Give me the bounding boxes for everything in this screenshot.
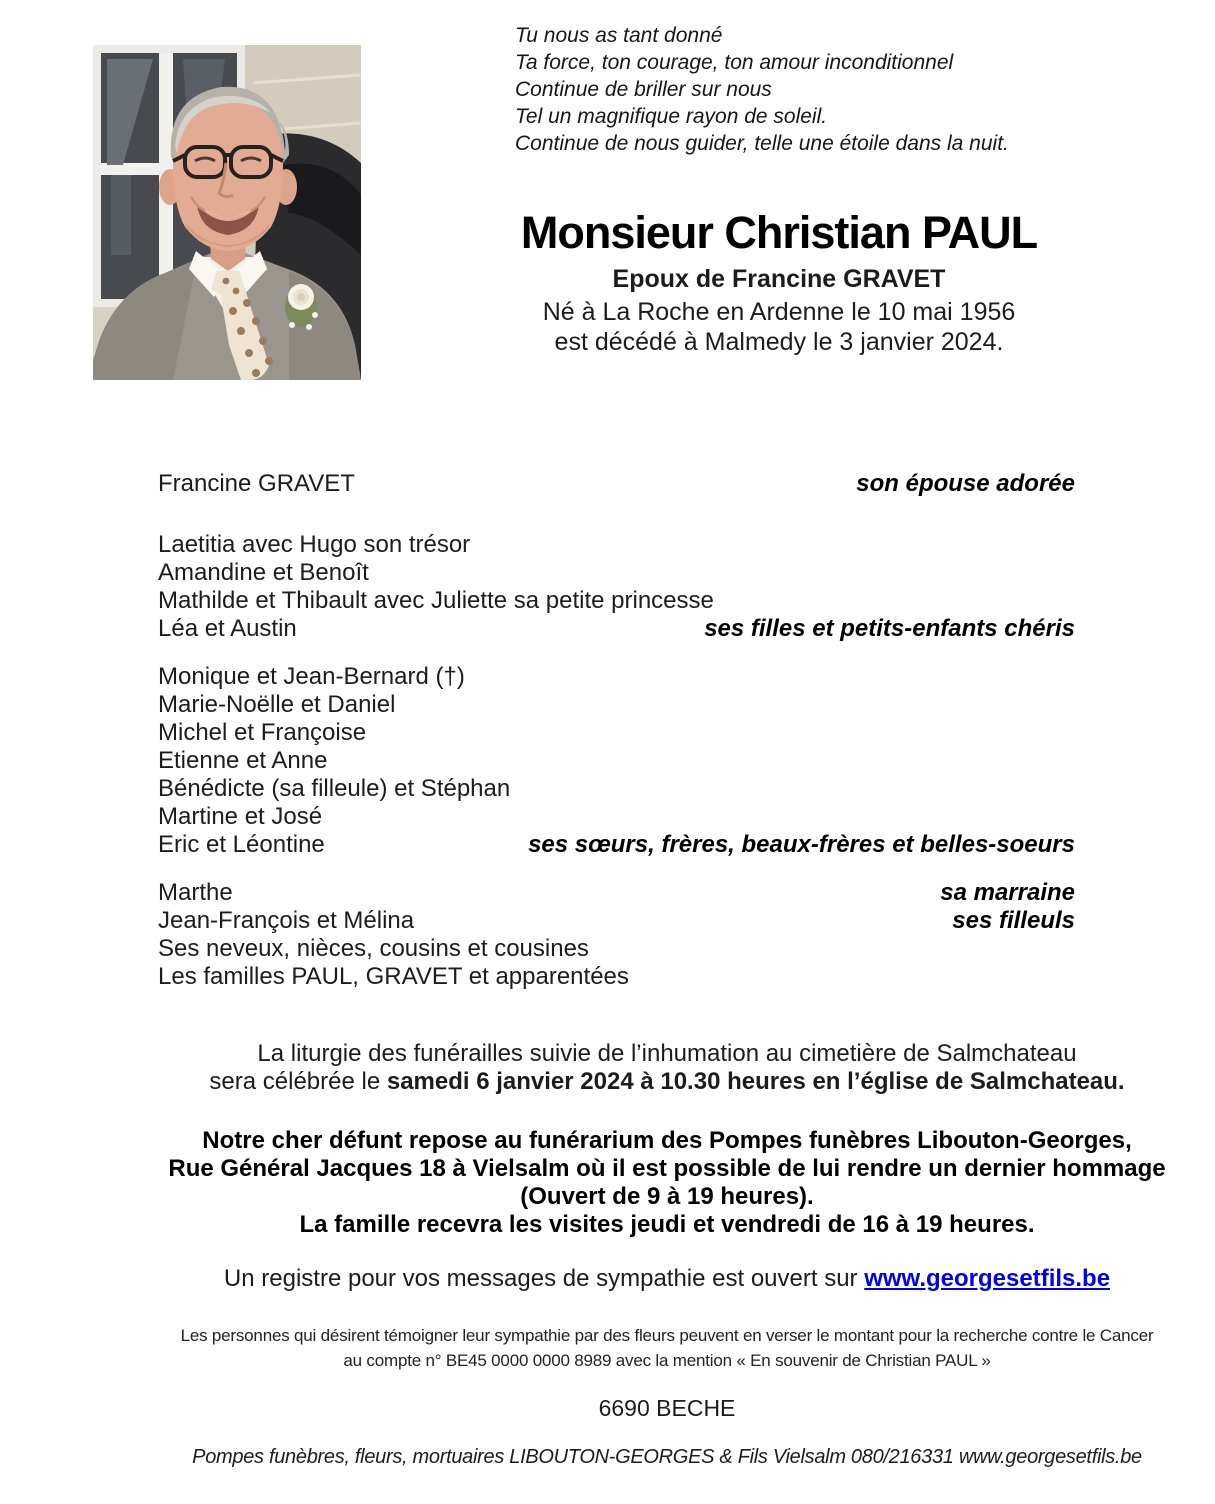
condolence-register-line bbox=[158, 1265, 1176, 1293]
poem-line: Continue de nous guider, telle une étoile dans la nuit. bbox=[515, 132, 1009, 155]
family-group-children bbox=[158, 531, 1075, 643]
notice-line: (Ouvert de 9 à 19 heures). bbox=[520, 1183, 814, 1210]
poem-line: Tu nous as tant donné bbox=[515, 24, 723, 47]
family-relation-label: sa marraine bbox=[940, 879, 1075, 906]
header-section bbox=[0, 0, 1215, 470]
family-member-name: Jean-François et Mélina bbox=[158, 907, 415, 934]
donation-line-1: Les personnes qui désirent témoigner leur sympathie par des fleurs peuvent en verser le montant pour la recherche contre le Cancer bbox=[180, 1326, 1154, 1345]
family-list bbox=[158, 470, 1075, 991]
donation-note bbox=[158, 1323, 1176, 1373]
family-row bbox=[158, 775, 1075, 803]
family-member-name: Etienne et Anne bbox=[158, 747, 328, 774]
family-row bbox=[158, 831, 1075, 859]
family-member-name: Bénédicte (sa filleule) et Stéphan bbox=[158, 775, 511, 802]
family-group-siblings bbox=[158, 663, 1075, 859]
family-group-godchildren bbox=[158, 879, 1075, 991]
family-member-name: Mathilde et Thibault avec Juliette sa petite princesse bbox=[158, 587, 714, 614]
notice-line: Notre cher défunt repose au funérarium des Pompes funèbres Libouton-Georges, bbox=[202, 1127, 1132, 1154]
family-member-name: Léa et Austin bbox=[158, 615, 297, 642]
death-line: est décédé à Malmedy le 3 janvier 2024. bbox=[554, 328, 1004, 356]
family-member-name: Ses neveux, nièces, cousins et cousines bbox=[158, 935, 589, 962]
ceremony-announcement bbox=[158, 1040, 1176, 1096]
family-group-spouse bbox=[158, 470, 1075, 498]
family-row bbox=[158, 587, 1075, 615]
ceremony-line-2-normal: sera célébrée le bbox=[209, 1068, 387, 1095]
condolence-website-link[interactable]: www.georgesetfils.be bbox=[864, 1265, 1111, 1292]
family-row bbox=[158, 663, 1075, 691]
family-row bbox=[158, 907, 1075, 935]
memorial-poem bbox=[515, 22, 1009, 157]
location-code: 6690 BECHE bbox=[598, 1395, 736, 1421]
family-row bbox=[158, 935, 1075, 963]
family-relation-label: ses filleuls bbox=[952, 907, 1075, 934]
poem-line: Continue de briller sur nous bbox=[515, 78, 772, 101]
family-relation-label: ses filles et petits-enfants chéris bbox=[704, 615, 1075, 642]
portrait-photo bbox=[93, 45, 361, 380]
family-row bbox=[158, 691, 1075, 719]
family-member-name: Michel et Françoise bbox=[158, 719, 367, 746]
deceased-name-title: Monsieur Christian PAUL bbox=[520, 207, 1038, 258]
family-row bbox=[158, 963, 1075, 991]
family-row bbox=[158, 531, 1075, 559]
family-member-name: Marie-Noëlle et Daniel bbox=[158, 691, 396, 718]
poem-line: Tel un magnifique rayon de soleil. bbox=[515, 105, 828, 128]
ceremony-line-2 bbox=[158, 1068, 1176, 1096]
notice-line: La famille recevra les visites jeudi et vendredi de 16 à 19 heures. bbox=[299, 1211, 1035, 1238]
funeral-home-notice bbox=[158, 1127, 1176, 1239]
family-member-name: Laetitia avec Hugo son trésor bbox=[158, 531, 471, 558]
ceremony-line-2-bold: samedi 6 janvier 2024 à 10.30 heures en l’église de Salmchateau. bbox=[386, 1068, 1125, 1095]
family-member-name: Francine GRAVET bbox=[158, 470, 355, 497]
family-row bbox=[158, 559, 1075, 587]
family-row bbox=[158, 615, 1075, 643]
ceremony-line-1: La liturgie des funérailles suivie de l’inhumation au cimetière de Salmchateau bbox=[257, 1040, 1077, 1067]
family-row bbox=[158, 803, 1075, 831]
family-relation-label: ses sœurs, frères, beaux-frères et belles-soeurs bbox=[528, 831, 1075, 858]
register-text: Un registre pour vos messages de sympathie est ouvert sur bbox=[223, 1265, 865, 1292]
family-member-name: Eric et Léontine bbox=[158, 831, 325, 858]
family-member-name: Martine et José bbox=[158, 803, 323, 830]
deceased-identity-block bbox=[398, 208, 1160, 357]
portrait-photo-illustration bbox=[93, 45, 361, 380]
family-row bbox=[158, 747, 1075, 775]
family-row bbox=[158, 719, 1075, 747]
poem-line: Ta force, ton courage, ton amour inconditionnel bbox=[515, 51, 954, 74]
family-relation-label: son épouse adorée bbox=[856, 470, 1075, 497]
birth-line: Né à La Roche en Ardenne le 10 mai 1956 bbox=[542, 298, 1016, 326]
spouse-subtitle: Epoux de Francine GRAVET bbox=[612, 265, 946, 293]
notice-line: Rue Général Jacques 18 à Vielsalm où il est possible de lui rendre un dernier hommage bbox=[168, 1155, 1166, 1182]
family-member-name: Amandine et Benoît bbox=[158, 559, 369, 586]
family-row bbox=[158, 879, 1075, 907]
funeral-home-footer: Pompes funèbres, fleurs, mortuaires LIBOUTON-GEORGES & Fils Vielsalm 080/216331 www.georgesetfils.be bbox=[192, 1446, 1142, 1468]
family-member-name: Marthe bbox=[158, 879, 233, 906]
family-member-name: Les familles PAUL, GRAVET et apparentées bbox=[158, 963, 629, 990]
family-member-name: Monique et Jean-Bernard (†) bbox=[158, 663, 465, 690]
donation-line-2: au compte n° BE45 0000 0000 8989 avec la mention « En souvenir de Christian PAUL » bbox=[343, 1351, 991, 1370]
family-row bbox=[158, 470, 1075, 498]
